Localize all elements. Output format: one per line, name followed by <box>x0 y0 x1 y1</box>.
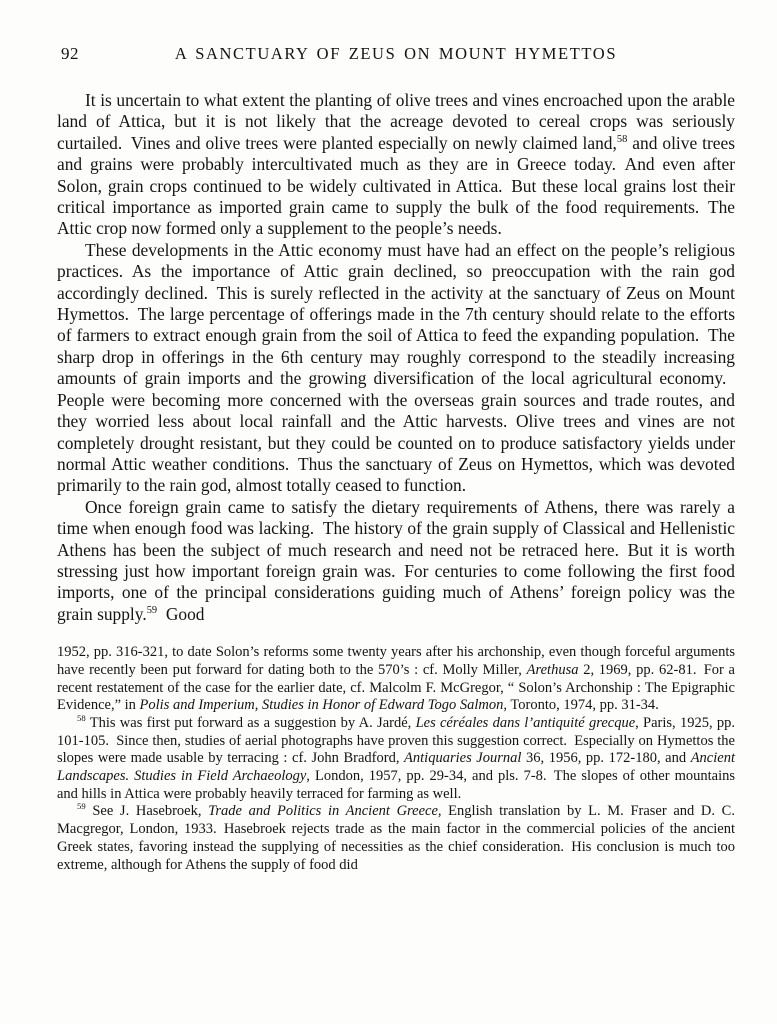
body-paragraph-1: It is uncertain to what extent the planting of olive trees and vines encroached upon the arable land of Attica, but it is not likely that the acreage devoted to cereal crops was seriously curtailed. Vines and olive trees were planted especially on newly claimed land,$^{58}$ and olive trees and grains were probably intercultivated much as they are in Greece today. And even after Solon, grain crops continued to be widely cultivated in Attica. But these local grains lost their critical importance as imported grain came to supply the bulk of the food requirements. The Attic crop now formed only a supplement to the people’s needs. <box>57 90 735 239</box>
footnote-59: $^{59}$ See J. Hasebroek, Trade and Politics in Ancient Greece, English translation by L. M. Fraser and D. C. Macgregor, London, 1933. Hasebroek rejects trade as the main factor in the commercial policies of the ancient Greek states, favoring instead the supplying of necessities as the chief consideration. His conclusion is much too extreme, although for Athens the supply of food did <box>57 801 735 873</box>
footnote-continuation: 1952, pp. 316-321, to date Solon’s reforms some twenty years after his archonship, even though forceful arguments have recently been put forward for dating both to the 570’s : cf. Molly Miller, Arethusa 2, 1969, pp. 62-81. For a recent restatement of the case for the earlier date, cf. Malcolm F. McGregor, “ Solon’s Archonship : The Epigraphic Evidence,” in Polis and Imperium, Studies in Honor of Edward Togo Salmon, Toronto, 1974, pp. 31-34. <box>57 644 735 714</box>
running-title: A SANCTUARY OF ZEUS ON MOUNT HYMETTOS <box>174 44 618 63</box>
page-header <box>57 44 735 66</box>
page-number: 92 <box>61 44 79 63</box>
footnote-58: $^{58}$ This was first put forward as a suggestion by A. Jardé, Les céréales dans l’antiquité grecque, Paris, 1925, pp. 101-105. Since then, studies of aerial photographs have proven this suggestion correct. Especially on Hymettos the slopes were made usable by terracing : cf. John Bradford, Antiquaries Journal 36, 1956, pp. 172-180, and Ancient Landscapes. Studies in Field Archaeology, London, 1957, pp. 29-34, and pls. 7-8. The slopes of other mountains and hills in Attica were probably heavily terraced for farming as well. <box>57 713 736 802</box>
body-paragraph-3: Once foreign grain came to satisfy the dietary requirements of Athens, there was rarely a time when enough food was lacking. The history of the grain supply of Classical and Hellenistic Athens has been the subject of much research and need not be retraced here. But it is worth stressing just how important foreign grain was. For centuries to come following the first food imports, one of the principal considerations guiding much of Athens’ foreign policy was the grain supply.$^{59}$ Good <box>57 496 735 624</box>
footnotes-section <box>57 644 735 874</box>
main-text <box>57 90 735 625</box>
body-paragraph-2: These developments in the Attic economy must have had an effect on the people’s religious practices. As the importance of Attic grain declined, so preoccupation with the rain god accordingly declined. This is surely reflected in the activity at the sanctuary of Zeus on Mount Hymettos. The large percentage of offerings made in the 7th century should relate to the efforts of farmers to extract enough grain from the soil of Attica to feed the expanding population. The sharp drop in offerings in the 6th century may roughly correspond to the steadily increasing amounts of grain imports and the growing diversification of the local agricultural economy. People were becoming more concerned with the overseas grain sources and trade routes, and they worried less about local rainfall and the Attic harvests. Olive trees and vines are not completely drought resistant, but they could be counted on to produce satisfactory yields under normal Attic weather conditions. Thus the sanctuary of Zeus on Hymettos, which was devoted primarily to the rain god, almost totally ceased to function. <box>57 239 735 496</box>
